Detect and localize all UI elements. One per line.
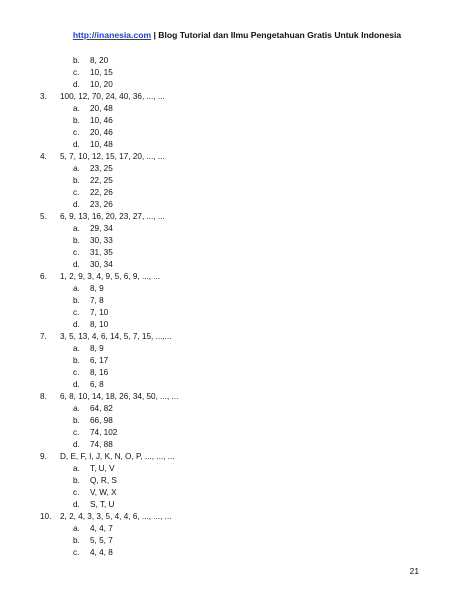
option-text: 74, 102 xyxy=(90,428,118,437)
page-header xyxy=(0,30,474,40)
option-letter: d. xyxy=(73,500,80,509)
option-text: 23, 26 xyxy=(90,200,113,209)
option-line xyxy=(40,355,440,367)
option-text: 5, 5, 7 xyxy=(90,536,113,545)
option-letter: a. xyxy=(73,224,80,233)
option-line xyxy=(40,439,440,451)
option-text: S, T, U xyxy=(90,500,115,509)
option-line xyxy=(40,307,440,319)
option-letter: d. xyxy=(73,380,80,389)
option-text: 10, 48 xyxy=(90,140,113,149)
question-line xyxy=(40,271,440,283)
option-letter: b. xyxy=(73,416,80,425)
option-line xyxy=(40,535,440,547)
option-line xyxy=(40,547,440,559)
option-line xyxy=(40,415,440,427)
option-text: 64, 82 xyxy=(90,404,113,413)
option-text: 4, 4, 7 xyxy=(90,524,113,533)
option-line xyxy=(40,115,440,127)
option-letter: a. xyxy=(73,524,80,533)
option-letter: c. xyxy=(73,548,80,557)
option-line xyxy=(40,259,440,271)
header-text: | Blog Tutorial dan Ilmu Pengetahuan Gratis Untuk Indonesia xyxy=(151,30,402,40)
option-line xyxy=(40,475,440,487)
option-letter: d. xyxy=(73,140,80,149)
option-line xyxy=(40,499,440,511)
question-number: 4. xyxy=(40,152,47,161)
question-number: 5. xyxy=(40,212,47,221)
question-line xyxy=(40,391,440,403)
option-line xyxy=(40,163,440,175)
option-line xyxy=(40,223,440,235)
option-text: 8, 16 xyxy=(90,368,109,377)
option-line xyxy=(40,235,440,247)
option-letter: d. xyxy=(73,80,80,89)
option-letter: b. xyxy=(73,536,80,545)
question-text: 6, 9, 13, 16, 20, 23, 27, ..., ... xyxy=(60,212,165,221)
question-number: 3. xyxy=(40,92,47,101)
option-letter: b. xyxy=(73,236,80,245)
option-text: 66, 98 xyxy=(90,416,113,425)
option-line xyxy=(40,319,440,331)
option-text: 23, 25 xyxy=(90,164,113,173)
option-text: 8, 9 xyxy=(90,284,104,293)
question-number: 9. xyxy=(40,452,47,461)
question-line xyxy=(40,331,440,343)
question-text: 6, 8, 10, 14, 18, 26, 34, 50, ..., ... xyxy=(60,392,179,401)
option-line xyxy=(40,79,440,91)
option-line xyxy=(40,175,440,187)
question-number: 6. xyxy=(40,272,47,281)
option-letter: d. xyxy=(73,200,80,209)
option-text: T, U, V xyxy=(90,464,115,473)
option-line xyxy=(40,127,440,139)
option-line xyxy=(40,367,440,379)
question-line xyxy=(40,451,440,463)
option-line xyxy=(40,103,440,115)
question-line xyxy=(40,151,440,163)
option-text: 8, 20 xyxy=(90,56,109,65)
option-text: 6, 8 xyxy=(90,380,104,389)
question-text: 1, 2, 9, 3, 4, 9, 5, 6, 9, ..., ... xyxy=(60,272,161,281)
option-text: Q, R, S xyxy=(90,476,117,485)
option-text: 7, 8 xyxy=(90,296,104,305)
question-text: 100, 12, 70, 24, 40, 36, ..., ... xyxy=(60,92,165,101)
option-letter: c. xyxy=(73,368,80,377)
option-line xyxy=(40,187,440,199)
question-text: D, E, F, I, J, K, N, O, P, ..., ..., ... xyxy=(60,452,175,461)
question-line xyxy=(40,91,440,103)
option-letter: c. xyxy=(73,428,80,437)
option-text: 10, 20 xyxy=(90,80,113,89)
option-letter: a. xyxy=(73,104,80,113)
option-text: 8, 10 xyxy=(90,320,109,329)
option-text: 30, 33 xyxy=(90,236,113,245)
option-letter: c. xyxy=(73,128,80,137)
option-line xyxy=(40,67,440,79)
option-letter: b. xyxy=(73,296,80,305)
option-text: 20, 46 xyxy=(90,128,113,137)
option-letter: a. xyxy=(73,404,80,413)
option-line xyxy=(40,247,440,259)
option-letter: a. xyxy=(73,284,80,293)
option-text: V, W, X xyxy=(90,488,117,497)
question-text: 2, 2, 4, 3, 3, 5, 4, 4, 6, ..., ..., ... xyxy=(60,512,172,521)
option-letter: c. xyxy=(73,248,80,257)
option-letter: d. xyxy=(73,440,80,449)
option-line xyxy=(40,523,440,535)
option-text: 22, 25 xyxy=(90,176,113,185)
option-line xyxy=(40,427,440,439)
option-letter: b. xyxy=(73,356,80,365)
question-number: 8. xyxy=(40,392,47,401)
option-line xyxy=(40,295,440,307)
option-letter: a. xyxy=(73,344,80,353)
option-text: 10, 46 xyxy=(90,116,113,125)
question-line xyxy=(40,211,440,223)
header-link[interactable]: http://inanesia.com xyxy=(72,30,152,40)
option-line xyxy=(40,283,440,295)
option-line xyxy=(40,403,440,415)
option-line xyxy=(40,199,440,211)
option-text: 6, 17 xyxy=(90,356,109,365)
option-letter: b. xyxy=(73,116,80,125)
page-number: 21 xyxy=(409,566,419,576)
option-letter: a. xyxy=(73,464,80,473)
option-text: 31, 35 xyxy=(90,248,113,257)
option-letter: d. xyxy=(73,320,80,329)
option-text: 10, 15 xyxy=(90,68,113,77)
option-line xyxy=(40,487,440,499)
option-line xyxy=(40,343,440,355)
option-line xyxy=(40,139,440,151)
option-line xyxy=(40,463,440,475)
option-text: 20, 48 xyxy=(90,104,113,113)
option-letter: a. xyxy=(73,164,80,173)
option-text: 74, 88 xyxy=(90,440,113,449)
option-line xyxy=(40,55,440,67)
question-list xyxy=(40,55,440,559)
option-text: 22, 26 xyxy=(90,188,113,197)
option-letter: b. xyxy=(73,56,80,65)
question-text: 5, 7, 10, 12, 15, 17, 20, ..., ... xyxy=(60,152,165,161)
option-text: 4, 4, 8 xyxy=(90,548,113,557)
option-text: 29, 34 xyxy=(90,224,113,233)
option-letter: b. xyxy=(73,476,80,485)
option-text: 7, 10 xyxy=(90,308,109,317)
option-letter: c. xyxy=(73,68,80,77)
option-letter: c. xyxy=(73,308,80,317)
question-text: 3, 5, 13, 4, 6, 14, 5, 7, 15, ...,... xyxy=(60,332,172,341)
option-line xyxy=(40,379,440,391)
question-number: 10. xyxy=(40,512,52,521)
question-line xyxy=(40,511,440,523)
option-letter: d. xyxy=(73,260,80,269)
option-text: 8, 9 xyxy=(90,344,104,353)
option-letter: c. xyxy=(73,188,80,197)
option-letter: b. xyxy=(73,176,80,185)
option-letter: c. xyxy=(73,488,80,497)
question-number: 7. xyxy=(40,332,47,341)
option-text: 30, 34 xyxy=(90,260,113,269)
